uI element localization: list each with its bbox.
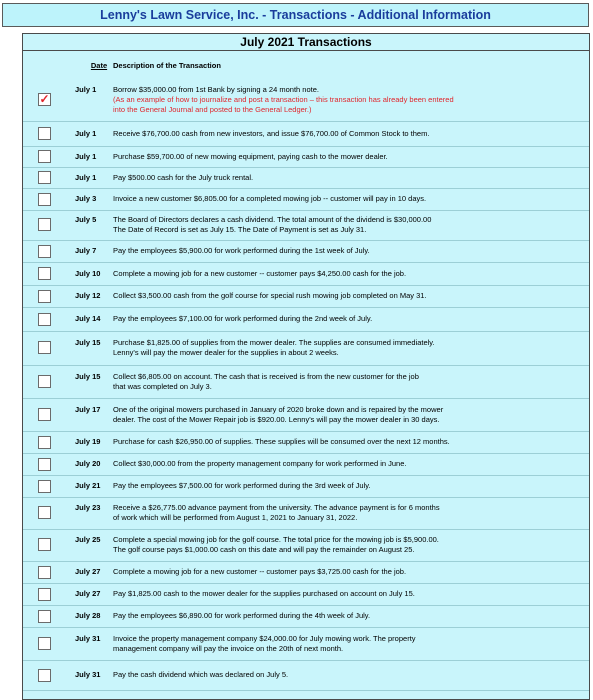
description-line: Complete a special mowing job for the golf course. The total price for the mowing job is $5,900.00. [113, 535, 439, 544]
transaction-date: July 1 [75, 152, 97, 161]
transaction-checkbox[interactable] [38, 480, 51, 493]
transaction-checkbox[interactable] [38, 218, 51, 231]
transaction-date: July 25 [75, 535, 101, 544]
description-line: Receive a $26,775.00 advance payment from the university. The advance payment is for 6 months [113, 503, 440, 512]
transaction-date: July 23 [75, 503, 101, 512]
transaction-checkbox[interactable] [38, 408, 51, 421]
transaction-date: July 3 [75, 194, 97, 203]
description-line: Purchase for cash $26,950.00 of supplies. These supplies will be consumed over the next 12 months. [113, 437, 450, 446]
panel-title: July 2021 Transactions [23, 34, 589, 51]
transaction-description [113, 503, 503, 523]
transaction-description [113, 173, 503, 183]
transaction-checkbox[interactable] [38, 436, 51, 449]
description-line: Invoice a new customer $6,805.00 for a completed mowing job -- customer will pay in 10 days. [113, 194, 427, 203]
transaction-date: July 15 [75, 372, 101, 381]
transaction-checkbox[interactable] [38, 290, 51, 303]
description-line: Pay the employees $7,500.00 for work performed during the 3rd week of July. [113, 481, 371, 490]
transaction-row [23, 147, 589, 168]
transaction-row [23, 498, 589, 530]
transaction-date: July 14 [75, 314, 101, 323]
transaction-date: July 1 [75, 173, 97, 182]
transaction-description [113, 589, 503, 599]
column-header-description: Description of the Transaction [113, 61, 221, 70]
description-line: dealer. The cost of the Mower Repair job is $920.00. Lenny's will pay the mower dealer in 30 days. [113, 415, 440, 424]
transaction-description [113, 314, 503, 324]
transaction-row [23, 79, 589, 122]
description-line: Complete a mowing job for a new customer -- customer pays $3,725.00 cash for the job. [113, 567, 407, 576]
transaction-date: July 28 [75, 611, 101, 620]
column-header-date: Date [90, 61, 108, 70]
transaction-description [113, 437, 503, 447]
transaction-checkbox[interactable] [38, 375, 51, 388]
transaction-description [113, 670, 503, 680]
transaction-row [23, 399, 589, 432]
transaction-description [113, 85, 503, 115]
transaction-description [113, 535, 503, 555]
transaction-row [23, 432, 589, 454]
description-line: Pay the cash dividend which was declared on July 5. [113, 670, 289, 679]
transaction-row [23, 308, 589, 332]
transaction-checkbox[interactable] [38, 637, 51, 650]
transaction-row [23, 530, 589, 562]
transaction-description [113, 634, 503, 654]
example-note-line: into the General Journal and posted to the General Ledger.) [113, 105, 312, 114]
transactions-panel [22, 33, 590, 700]
banner-title: Lenny's Lawn Service, Inc. - Transactions - Additional Information [100, 8, 491, 22]
transaction-checkbox[interactable] [38, 538, 51, 551]
transaction-description [113, 338, 503, 358]
transaction-row [23, 189, 589, 211]
description-line: Collect $6,805.00 on account. The cash that is received is from the new customer for the job [113, 372, 419, 381]
transaction-row [23, 584, 589, 606]
transaction-description [113, 129, 503, 139]
transaction-date: July 21 [75, 481, 101, 490]
transaction-date: July 10 [75, 269, 101, 278]
transaction-checkbox[interactable] [38, 127, 51, 140]
transaction-row [23, 562, 589, 584]
page-banner [2, 3, 589, 27]
description-line: Pay the employees $6,890.00 for work performed during the 4th week of July. [113, 611, 371, 620]
transaction-date: July 27 [75, 567, 101, 576]
transaction-checkbox[interactable] [38, 313, 51, 326]
transaction-description [113, 372, 503, 392]
description-line: Purchase $1,825.00 of supplies from the mower dealer. The supplies are consumed immediately. [113, 338, 435, 347]
description-line: The Date of Record is set as July 15. The Date of Payment is set as July 31. [113, 225, 367, 234]
transaction-row [23, 168, 589, 189]
description-line: Pay the employees $7,100.00 for work performed during the 2nd week of July. [113, 314, 373, 323]
transaction-description [113, 269, 503, 279]
transaction-date: July 12 [75, 291, 101, 300]
description-line: Borrow $35,000.00 from 1st Bank by signing a 24 month note. [113, 85, 319, 94]
transaction-description [113, 611, 503, 621]
transaction-checkbox[interactable] [38, 267, 51, 280]
transaction-checkbox[interactable] [38, 506, 51, 519]
transaction-row [23, 476, 589, 498]
transaction-checkbox[interactable] [38, 150, 51, 163]
description-line: The Board of Directors declares a cash dividend. The total amount of the dividend is $30,000.00 [113, 215, 432, 224]
transaction-row [23, 366, 589, 399]
transaction-checkbox[interactable] [38, 566, 51, 579]
transaction-checkbox[interactable] [38, 458, 51, 471]
description-line: Complete a mowing job for a new customer -- customer pays $4,250.00 cash for the job. [113, 269, 407, 278]
transaction-row [23, 454, 589, 476]
description-line: Purchase $59,700.00 of new mowing equipment, paying cash to the mower dealer. [113, 152, 388, 161]
transaction-checkbox[interactable] [38, 341, 51, 354]
description-line: One of the original mowers purchased in January of 2020 broke down and is repaired by the mower [113, 405, 444, 414]
transaction-row [23, 263, 589, 286]
transaction-description [113, 459, 503, 469]
description-line: Pay $1,825.00 cash to the mower dealer for the supplies purchased on account on July 15. [113, 589, 415, 598]
transaction-row [23, 332, 589, 366]
transaction-description [113, 215, 503, 235]
transaction-row [23, 286, 589, 308]
transaction-row [23, 211, 589, 241]
transaction-date: July 7 [75, 246, 97, 255]
transaction-date: July 1 [75, 85, 97, 94]
description-line: Receive $76,700.00 cash from new investors, and issue $76,700.00 of Common Stock to them. [113, 129, 430, 138]
transaction-row [23, 661, 589, 691]
transaction-date: July 31 [75, 634, 101, 643]
checkmark-icon: ✓ [39, 92, 50, 106]
description-line: Collect $30,000.00 from the property management company for work performed in June. [113, 459, 407, 468]
transaction-checkbox-checked[interactable] [38, 93, 51, 106]
transaction-row [23, 628, 589, 661]
transaction-description [113, 246, 503, 256]
transaction-description [113, 481, 503, 491]
transaction-checkbox[interactable] [38, 588, 51, 601]
transaction-date: July 27 [75, 589, 101, 598]
transaction-row [23, 122, 589, 147]
transaction-date: July 15 [75, 338, 101, 347]
transaction-description [113, 291, 503, 301]
description-line: management company will pay the invoice on the 20th of next month. [113, 644, 344, 653]
transaction-description [113, 152, 503, 162]
transaction-checkbox[interactable] [38, 193, 51, 206]
transaction-checkbox[interactable] [38, 669, 51, 682]
transaction-date: July 1 [75, 129, 97, 138]
transaction-description [113, 567, 503, 577]
transaction-date: July 31 [75, 670, 101, 679]
description-line: that was completed on July 3. [113, 382, 212, 391]
description-line: Pay $500.00 cash for the July truck rental. [113, 173, 254, 182]
transaction-date: July 17 [75, 405, 101, 414]
transaction-description [113, 194, 503, 204]
description-line: Collect $3,500.00 cash from the golf course for special rush mowing job completed on May 31. [113, 291, 427, 300]
example-note-line: (As an example of how to journalize and post a transaction – this transaction has already been entered [113, 95, 454, 104]
description-line: Pay the employees $5,900.00 for work performed during the 1st week of July. [113, 246, 370, 255]
description-line: of work which will be performed from August 1, 2021 to January 31, 2022. [113, 513, 358, 522]
transaction-checkbox[interactable] [38, 171, 51, 184]
transaction-checkbox[interactable] [38, 245, 51, 258]
transaction-row [23, 241, 589, 263]
transaction-date: July 5 [75, 215, 97, 224]
transaction-date: July 19 [75, 437, 101, 446]
transaction-date: July 20 [75, 459, 101, 468]
transaction-row [23, 606, 589, 628]
row-divider [23, 690, 589, 691]
description-line: Lenny's will pay the mower dealer for the supplies in about 2 weeks. [113, 348, 339, 357]
transaction-description [113, 405, 503, 425]
description-line: The golf course pays $1,000.00 cash on this date and will pay the remainder on August 25. [113, 545, 415, 554]
description-line: Invoice the property management company $24,000.00 for July mowing work. The property [113, 634, 416, 643]
transaction-checkbox[interactable] [38, 610, 51, 623]
